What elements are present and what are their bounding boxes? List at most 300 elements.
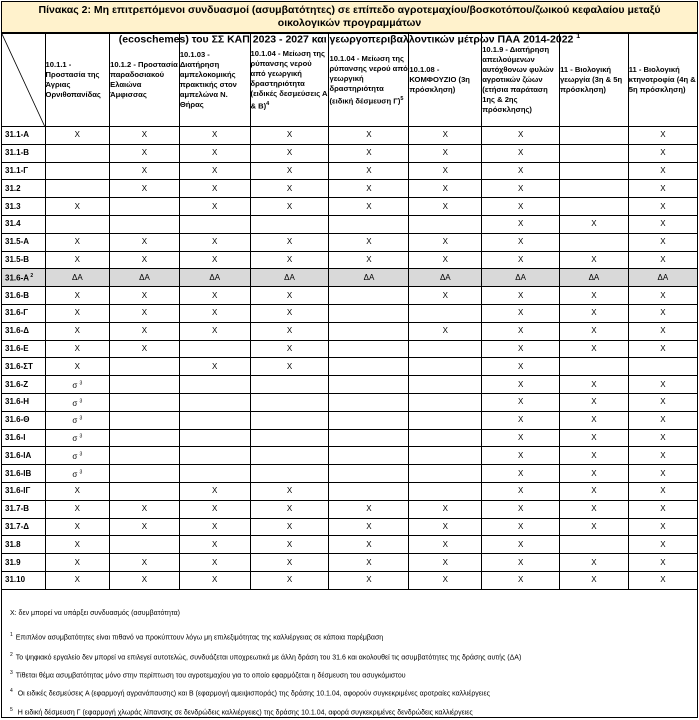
footnote-text: X: δεν μπορεί να υπάρξει συνδυασμός (ασυμβατότητα) — [10, 610, 180, 617]
table-cell: X — [179, 127, 250, 145]
table-cell: X — [560, 304, 629, 322]
row-label-text: 31.7-Β — [5, 504, 30, 514]
column-header — [250, 34, 329, 127]
table-cell: X — [409, 251, 482, 269]
column-header-label: 10.1.03 - Διατήρηση αμπελοκομικής πρακτικής στον αμπελώνα Ν. Θήρας — [179, 50, 237, 109]
table-cell: X — [45, 198, 110, 216]
footnote-text: Τίθεται θέμα ασυμβατότητας μόνο στην περίπτωση του αγροτεμαχίου για το οποίο εφαρμόζεται η δέσμευση του ασυγκόμιστου — [15, 672, 406, 680]
table-cell — [409, 376, 482, 394]
row-label-text: 31.3 — [5, 201, 21, 211]
table-row — [2, 482, 697, 500]
table-cell — [45, 144, 110, 162]
table-cell: X — [179, 358, 250, 376]
row-label-text: 31.4 — [5, 219, 21, 229]
table-row — [2, 447, 697, 465]
table-cell — [409, 358, 482, 376]
row-label-text: 31.2 — [5, 183, 21, 193]
footnote-text: Οι ειδικές δεσμεύσεις Α (εφαρμογή αγρανάπαυσης) και Β (εφαρμογή αμειψισποράς) της δράσης 10.1.04, αφορούν συγκεκριμένες αροτραίες καλλιέργειες — [15, 690, 490, 698]
table-cell: X — [409, 198, 482, 216]
table-cell: X — [45, 500, 110, 518]
table-cell: X — [628, 304, 697, 322]
table-cell: X — [409, 144, 482, 162]
table-cell — [409, 304, 482, 322]
table-cell: X — [409, 518, 482, 536]
table-row — [2, 269, 697, 287]
corner-cell — [2, 34, 45, 127]
table-row — [2, 358, 697, 376]
table-cell: X — [628, 322, 697, 340]
table-cell: X — [409, 233, 482, 251]
table-row — [2, 198, 697, 216]
footnote — [10, 610, 180, 617]
table-cell — [110, 393, 180, 411]
table-cell: X — [45, 251, 110, 269]
table-cell: X — [179, 322, 250, 340]
table-cell: X — [482, 376, 560, 394]
row-label — [2, 465, 45, 483]
table-row — [2, 376, 697, 394]
table-cell: X — [329, 180, 409, 198]
title-line-2-text: (ecoschemes) του ΣΣ ΚΑΠ 2023 - 2027 και γεωργοπεριβαλλοντικών μέτρων ΠΑΑ 2014-2022 — [118, 33, 574, 46]
table-cell: X — [329, 536, 409, 554]
table-cell: X — [482, 393, 560, 411]
table-cell: X — [45, 287, 110, 305]
table-cell: ΔΑ — [329, 269, 409, 287]
table-row — [2, 571, 697, 589]
table-cell: X — [482, 215, 560, 233]
table-cell — [45, 180, 110, 198]
row-label — [2, 536, 45, 554]
row-label-text: 31.6-ΙΒ — [5, 468, 32, 478]
table-cell: X — [250, 500, 329, 518]
row-label — [2, 322, 45, 340]
table-cell: X — [409, 322, 482, 340]
table-cell: X — [110, 180, 180, 198]
table-cell — [110, 411, 180, 429]
column-header — [179, 34, 250, 127]
table-cell: X — [179, 500, 250, 518]
table-cell: X — [45, 571, 110, 589]
table-cell — [329, 465, 409, 483]
table-row — [2, 465, 697, 483]
table-row — [2, 180, 697, 198]
table-cell: X — [628, 127, 697, 145]
footnote — [10, 670, 406, 679]
table-cell — [250, 393, 329, 411]
table-cell: X — [45, 518, 110, 536]
row-label-text: 31.5-Β — [5, 254, 30, 264]
table-cell: X — [409, 500, 482, 518]
table-cell: X — [482, 554, 560, 572]
column-header-label: 10.1.08 - ΚΟΜΦΟΥΖΙΟ (3η πρόσκληση) — [409, 65, 470, 94]
footnote-number: 5 — [10, 707, 13, 713]
row-label-text: 31.8 — [5, 539, 21, 549]
table-cell: X — [250, 304, 329, 322]
table-cell: X — [45, 322, 110, 340]
row-label — [2, 429, 45, 447]
footnote — [10, 688, 490, 697]
row-label — [2, 340, 45, 358]
row-label — [2, 251, 45, 269]
row-label-footnote: 2 — [29, 273, 34, 280]
table-cell — [329, 429, 409, 447]
table-cell: X — [628, 198, 697, 216]
table-cell — [110, 358, 180, 376]
table-cell — [409, 215, 482, 233]
table-cell: X — [110, 518, 180, 536]
cell-mark: σ $^3$ — [72, 415, 83, 426]
table-cell — [329, 482, 409, 500]
table-cell: X — [250, 554, 329, 572]
table-cell: X — [409, 127, 482, 145]
table-cell — [329, 411, 409, 429]
table-cell: X — [628, 376, 697, 394]
table-cell: X — [628, 144, 697, 162]
table-cell: X — [560, 500, 629, 518]
table-cell: X — [628, 251, 697, 269]
row-label-text: 31.1-Γ — [5, 165, 29, 175]
table-cell: X — [110, 500, 180, 518]
row-label — [2, 198, 45, 216]
column-header — [628, 34, 697, 127]
table-cell — [329, 304, 409, 322]
row-label-text: 31.6-Α — [5, 274, 30, 284]
footnote-text: Το ψηφιακό εργαλείο δεν μπορεί να επιλεγεί αυτοτελώς, συνδυάζεται υποχρεωτικά με άλλη δράση του 31.6 και ακολουθεί τις ασυμβατότητες της δράσης αυτής (ΔΑ) — [15, 654, 522, 662]
table-cell — [179, 340, 250, 358]
footnote — [10, 707, 473, 716]
table-cell: X — [482, 304, 560, 322]
table-row — [2, 215, 697, 233]
table-cell: X — [179, 571, 250, 589]
table-cell — [409, 411, 482, 429]
table-cell: X — [482, 411, 560, 429]
table-cell: X — [329, 554, 409, 572]
table-cell — [329, 287, 409, 305]
table-cell: X — [179, 554, 250, 572]
table-cell: X — [482, 198, 560, 216]
row-label-text: 31.6-Β — [5, 290, 30, 300]
table-cell — [560, 358, 629, 376]
table-cell: X — [250, 518, 329, 536]
row-label-text: 31.6-Θ — [5, 415, 30, 425]
table-cell: X — [110, 340, 180, 358]
footnote-text: Επιπλέον ασυμβατότητες είναι πιθανό να προκύπτουν λόγω μη επιλεξιμότητας της καλλιέργειας σε κάποια παρέμβαση — [15, 634, 384, 642]
table-cell: X — [250, 571, 329, 589]
table-cell: X — [560, 287, 629, 305]
table-cell — [45, 393, 110, 411]
row-label-text: 31.6-ΙΑ — [5, 450, 32, 460]
table-cell — [560, 536, 629, 554]
column-header — [409, 34, 482, 127]
table-cell: X — [179, 251, 250, 269]
table-row — [2, 287, 697, 305]
table-cell: X — [110, 304, 180, 322]
table-row — [2, 411, 697, 429]
table-cell: X — [250, 127, 329, 145]
cell-mark: σ $^3$ — [72, 469, 83, 479]
table-cell — [179, 465, 250, 483]
table-cell: X — [482, 251, 560, 269]
table-cell: X — [110, 322, 180, 340]
table-cell: X — [560, 393, 629, 411]
table-cell: X — [482, 518, 560, 536]
table-cell: X — [250, 322, 329, 340]
table-cell — [560, 233, 629, 251]
table-cell: X — [329, 127, 409, 145]
table-cell: X — [110, 251, 180, 269]
table-cell: X — [628, 482, 697, 500]
table-cell — [250, 411, 329, 429]
table-cell: X — [560, 322, 629, 340]
table-cell: X — [628, 571, 697, 589]
table-cell: X — [179, 162, 250, 180]
row-label-text: 31.1-Α — [5, 130, 30, 140]
table-cell — [250, 376, 329, 394]
column-header-label: 10.1.2 - Προστασία παραδοσιακού Ελαιώνα Άμφισσας — [110, 60, 178, 99]
table-cell — [409, 465, 482, 483]
footnote — [10, 632, 383, 641]
table-cell — [250, 465, 329, 483]
table-cell — [250, 429, 329, 447]
table-cell: X — [45, 554, 110, 572]
table-cell: X — [409, 162, 482, 180]
table-row — [2, 536, 697, 554]
table-cell — [329, 447, 409, 465]
table-cell: X — [482, 500, 560, 518]
column-header — [45, 34, 110, 127]
column-header-label: 10.1.04 - Μείωση της ρύπανσης νερού από γεωργική δραστηριότητα (ειδική δέσμευση Γ) — [329, 53, 408, 106]
cell-mark: σ $^3$ — [72, 433, 83, 444]
table-cell: X — [329, 233, 409, 251]
table-cell — [409, 340, 482, 358]
row-label — [2, 411, 45, 429]
row-label — [2, 518, 45, 536]
table-cell — [628, 358, 697, 376]
table-cell: X — [628, 429, 697, 447]
row-label — [2, 571, 45, 589]
table-cell: X — [482, 127, 560, 145]
table-cell: X — [45, 536, 110, 554]
table-cell: X — [329, 500, 409, 518]
row-label — [2, 393, 45, 411]
table-cell — [250, 215, 329, 233]
table-cell: X — [179, 233, 250, 251]
table-cell — [329, 393, 409, 411]
table-cell: X — [482, 536, 560, 554]
row-label — [2, 304, 45, 322]
table-cell: X — [409, 287, 482, 305]
table-cell: X — [110, 144, 180, 162]
table-cell: ΔΑ — [628, 269, 697, 287]
table-cell: X — [482, 358, 560, 376]
table-cell: ΔΑ — [560, 269, 629, 287]
table-cell: X — [482, 340, 560, 358]
table-cell — [329, 358, 409, 376]
table-cell — [45, 465, 110, 483]
table-row — [2, 162, 697, 180]
table-row — [2, 127, 697, 145]
row-label — [2, 162, 45, 180]
table-cell — [179, 215, 250, 233]
column-header-label: 10.1.9 - Διατήρηση απειλούμενων αυτόχθονων φυλών αγροτικών ζώων (ετήσια παράταση 1ης & 2ης πρόσκλησης) — [482, 45, 554, 114]
table-cell — [110, 376, 180, 394]
table-cell: X — [45, 127, 110, 145]
row-label-text: 31.6-Ζ — [5, 379, 29, 389]
header-row — [2, 34, 697, 127]
table-cell: X — [45, 340, 110, 358]
table-cell — [179, 429, 250, 447]
row-label — [2, 376, 45, 394]
table-cell: X — [628, 340, 697, 358]
footnote-number: 1 — [10, 632, 13, 638]
table-cell: X — [179, 536, 250, 554]
column-header-label: 11 - Βιολογική κτηνοτροφία (4η & 5η πρόσκληση) — [628, 65, 696, 94]
footnote-number: 2 — [10, 652, 13, 658]
table-cell: X — [45, 304, 110, 322]
table-cell: X — [628, 162, 697, 180]
table-cell: X — [329, 518, 409, 536]
table-cell — [179, 411, 250, 429]
table-cell: X — [628, 536, 697, 554]
table-cell — [409, 429, 482, 447]
document-page — [1, 1, 698, 718]
table-cell — [409, 447, 482, 465]
row-label-text: 31.9 — [5, 557, 21, 567]
cell-mark: σ $^3$ — [72, 398, 83, 408]
table-cell: X — [250, 144, 329, 162]
table-cell — [409, 482, 482, 500]
table-cell: X — [482, 447, 560, 465]
table-cell: X — [110, 162, 180, 180]
table-cell — [329, 322, 409, 340]
table-cell: X — [560, 482, 629, 500]
table-cell: X — [250, 233, 329, 251]
table-cell — [110, 536, 180, 554]
table-row — [2, 554, 697, 572]
table-row — [2, 340, 697, 358]
table-cell — [110, 482, 180, 500]
cell-mark: σ $^3$ — [72, 451, 83, 462]
title-line-1: Πίνακας 2: Μη επιτρεπόμενοι συνδυασμοί (ασυμβατότητες) σε επίπεδο αγροτεμαχίου/βοσκοτόπου/ζωικού κεφαλαίου μεταξύ οικολογικών προγραμμάτων — [38, 4, 661, 29]
table-cell — [250, 447, 329, 465]
table-cell — [45, 215, 110, 233]
table-cell: X — [482, 482, 560, 500]
table-cell: X — [628, 233, 697, 251]
table-cell: X — [250, 482, 329, 500]
table-cell: X — [45, 358, 110, 376]
table-cell: X — [560, 518, 629, 536]
table-cell — [110, 447, 180, 465]
table-cell: X — [179, 482, 250, 500]
row-label — [2, 500, 45, 518]
table-cell — [110, 215, 180, 233]
row-label — [2, 554, 45, 572]
table-cell: ΔΑ — [409, 269, 482, 287]
column-header-label: 10.1.1 - Προστασία της Άγριας Ορνιθοπανίδας — [45, 60, 101, 99]
table-cell: ΔΑ — [250, 269, 329, 287]
table-cell: X — [179, 304, 250, 322]
column-header — [560, 34, 629, 127]
table-cell: X — [560, 571, 629, 589]
table-cell: X — [628, 500, 697, 518]
table-cell: X — [250, 358, 329, 376]
footnote-text: Η ειδική δέσμευση Γ (εφαρμογή χλωράς λίπανσης σε δενδρώδεις καλλιέργειες) της δράσης 10.1.04, αφορά συγκεκριμένες δενδρώδεις καλλιέργειες — [15, 709, 473, 717]
table-cell: X — [329, 144, 409, 162]
table-row — [2, 304, 697, 322]
table-cell: X — [409, 536, 482, 554]
column-header-label: 10.1.04 - Μείωση της ρύπανσης νερού από γεωργική δραστηριότητα (ειδικές δεσμεύσεις Α & Β) — [250, 48, 328, 111]
table-body — [2, 127, 697, 590]
table-cell: X — [179, 198, 250, 216]
footnote — [10, 652, 521, 661]
corner-diagonal — [2, 34, 45, 126]
table-cell — [560, 162, 629, 180]
table-cell: X — [179, 518, 250, 536]
table-cell — [560, 198, 629, 216]
table-cell — [110, 198, 180, 216]
table-cell — [409, 393, 482, 411]
row-label-text: 31.6-ΣΤ — [5, 361, 33, 371]
row-label — [2, 269, 45, 287]
table-cell: X — [250, 536, 329, 554]
table-cell: X — [482, 465, 560, 483]
column-header — [110, 34, 180, 127]
row-label-text: 31.6-ΙΓ — [5, 486, 31, 496]
table-cell: X — [250, 162, 329, 180]
table-cell — [329, 215, 409, 233]
column-header-footnote: 5 — [400, 95, 404, 102]
table-cell: X — [409, 180, 482, 198]
row-label — [2, 482, 45, 500]
table-cell: X — [110, 571, 180, 589]
row-label-text: 31.6-Ι — [5, 432, 26, 442]
table-cell — [179, 376, 250, 394]
row-label — [2, 358, 45, 376]
cell-mark: σ $^3$ — [72, 380, 83, 390]
table-cell: X — [250, 198, 329, 216]
table-cell: X — [560, 411, 629, 429]
table-cell: X — [45, 482, 110, 500]
table-cell: X — [560, 215, 629, 233]
table-cell: X — [628, 518, 697, 536]
table-cell: X — [482, 162, 560, 180]
table-cell: X — [560, 447, 629, 465]
row-label-text: 31.6-Ε — [5, 343, 29, 353]
table-cell: X — [628, 180, 697, 198]
table-cell: X — [482, 322, 560, 340]
incompatibility-table — [2, 33, 697, 590]
table-cell — [45, 376, 110, 394]
table-row — [2, 518, 697, 536]
table-row — [2, 322, 697, 340]
table-cell: X — [560, 465, 629, 483]
table-cell: X — [482, 144, 560, 162]
table-cell: X — [110, 127, 180, 145]
table-cell: X — [560, 376, 629, 394]
row-label — [2, 144, 45, 162]
row-label-text: 31.10 — [5, 575, 26, 585]
table-cell: X — [179, 287, 250, 305]
footnote-number: 4 — [10, 688, 13, 694]
table-cell: X — [179, 180, 250, 198]
row-label-text: 31.7-Δ — [5, 521, 29, 531]
table-cell: ΔΑ — [110, 269, 180, 287]
table-cell: X — [110, 554, 180, 572]
title-footnote-ref: 1 — [576, 33, 581, 40]
table-cell: X — [329, 162, 409, 180]
table-cell: X — [628, 411, 697, 429]
table-cell: X — [45, 233, 110, 251]
